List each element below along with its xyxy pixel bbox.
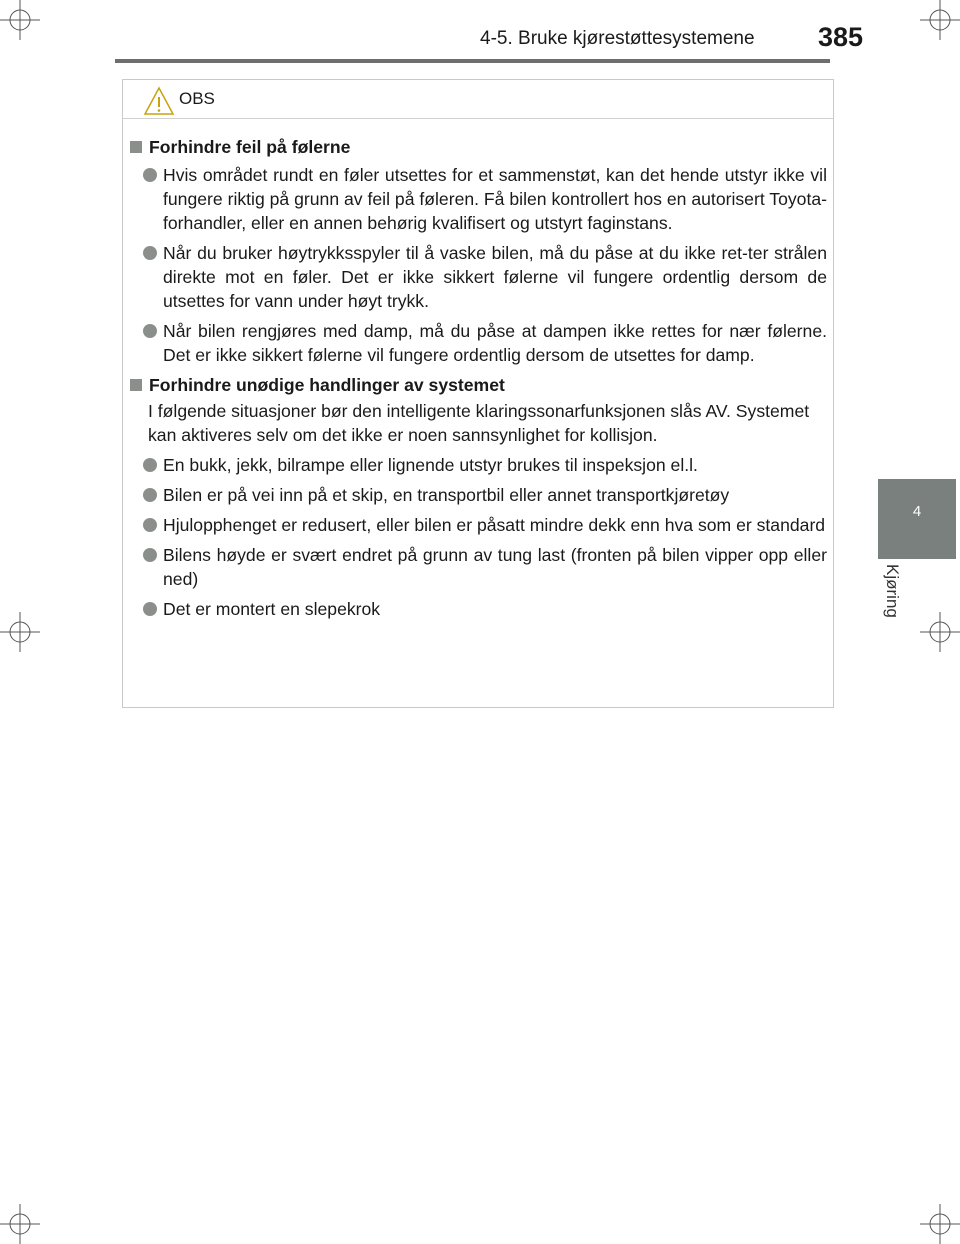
header-rule <box>115 59 830 63</box>
warning-triangle-icon <box>143 86 175 116</box>
round-bullet-icon <box>143 246 157 260</box>
chapter-side-label <box>872 562 912 642</box>
list-item-text: En bukk, jekk, bilrampe eller lignende utstyr brukes til inspeksjon el.l. <box>163 455 698 475</box>
list-item-text: Hvis området rundt en føler utsettes for et sammenstøt, kan det hende utstyr ikke vil fungere riktig på grunn av feil på føleren. Få bilen kontrollert hos en autorisert Toyota-forhandler, eller en annen behørig kvalifisert og utstyrt faginstans. <box>163 165 827 233</box>
list-item-text: Det er montert en slepekrok <box>163 599 381 619</box>
list-item <box>128 543 827 591</box>
notice-header <box>123 80 833 119</box>
round-bullet-icon <box>143 602 157 616</box>
crop-mark-icon <box>920 612 960 652</box>
list-item <box>128 483 827 507</box>
round-bullet-icon <box>143 488 157 502</box>
list-item <box>128 163 827 235</box>
section-heading-text: Forhindre unødige handlinger av systemet <box>149 375 505 395</box>
square-bullet-icon <box>130 379 142 391</box>
page-number: 385 <box>818 22 864 52</box>
chapter-label: Kjøring <box>883 564 902 618</box>
round-bullet-icon <box>143 458 157 472</box>
notice-box <box>122 79 834 708</box>
crop-mark-icon <box>0 612 40 652</box>
round-bullet-icon <box>143 168 157 182</box>
list-item-text: Hjulopphenget er redusert, eller bilen er påsatt mindre dekk enn hva som er standard <box>163 515 826 535</box>
crop-mark-icon <box>0 0 40 40</box>
section-heading <box>128 373 827 397</box>
section-header-title: 4-5. Bruke kjørestøttesystemene <box>480 28 755 49</box>
list-item <box>128 597 827 621</box>
list-item <box>128 241 827 313</box>
notice-label: OBS <box>179 89 215 108</box>
round-bullet-icon <box>143 518 157 532</box>
section-heading-text: Forhindre feil på følerne <box>149 137 351 157</box>
chapter-number: 4 <box>912 503 922 520</box>
list-item <box>128 319 827 367</box>
square-bullet-icon <box>130 141 142 153</box>
section-heading <box>128 135 827 159</box>
list-item-text: Bilen er på vei inn på et skip, en transportbil eller annet transportkjøretøy <box>163 485 730 505</box>
round-bullet-icon <box>143 324 157 338</box>
list-item <box>128 453 827 477</box>
section-intro: I følgende situasjoner bør den intelligente klaringssonarfunksjonen slås AV. Systemet kan aktiveres selv om det ikke er noen sannsynlighet for kollisjon. <box>148 401 810 445</box>
round-bullet-icon <box>143 548 157 562</box>
list-item <box>128 513 827 537</box>
crop-mark-icon <box>920 0 960 40</box>
list-item-text: Bilens høyde er svært endret på grunn av tung last (fronten på bilen vipper opp eller ned) <box>163 545 827 589</box>
list-item-text: Når du bruker høytrykksspyler til å vaske bilen, må du påse at du ikke ret-ter strålen direkte mot en føler. Det er ikke sikkert følerne vil fungere ordentlig dersom de utsettes for vann under høyt trykk. <box>163 243 827 311</box>
notice-content <box>128 135 827 627</box>
chapter-tab <box>878 479 956 559</box>
crop-mark-icon <box>0 1204 40 1244</box>
list-item-text: Når bilen rengjøres med damp, må du påse at dampen ikke rettes for nær følerne. Det er ikke sikkert følerne vil fungere ordentlig dersom de utsettes for damp. <box>163 321 827 365</box>
crop-mark-icon <box>920 1204 960 1244</box>
